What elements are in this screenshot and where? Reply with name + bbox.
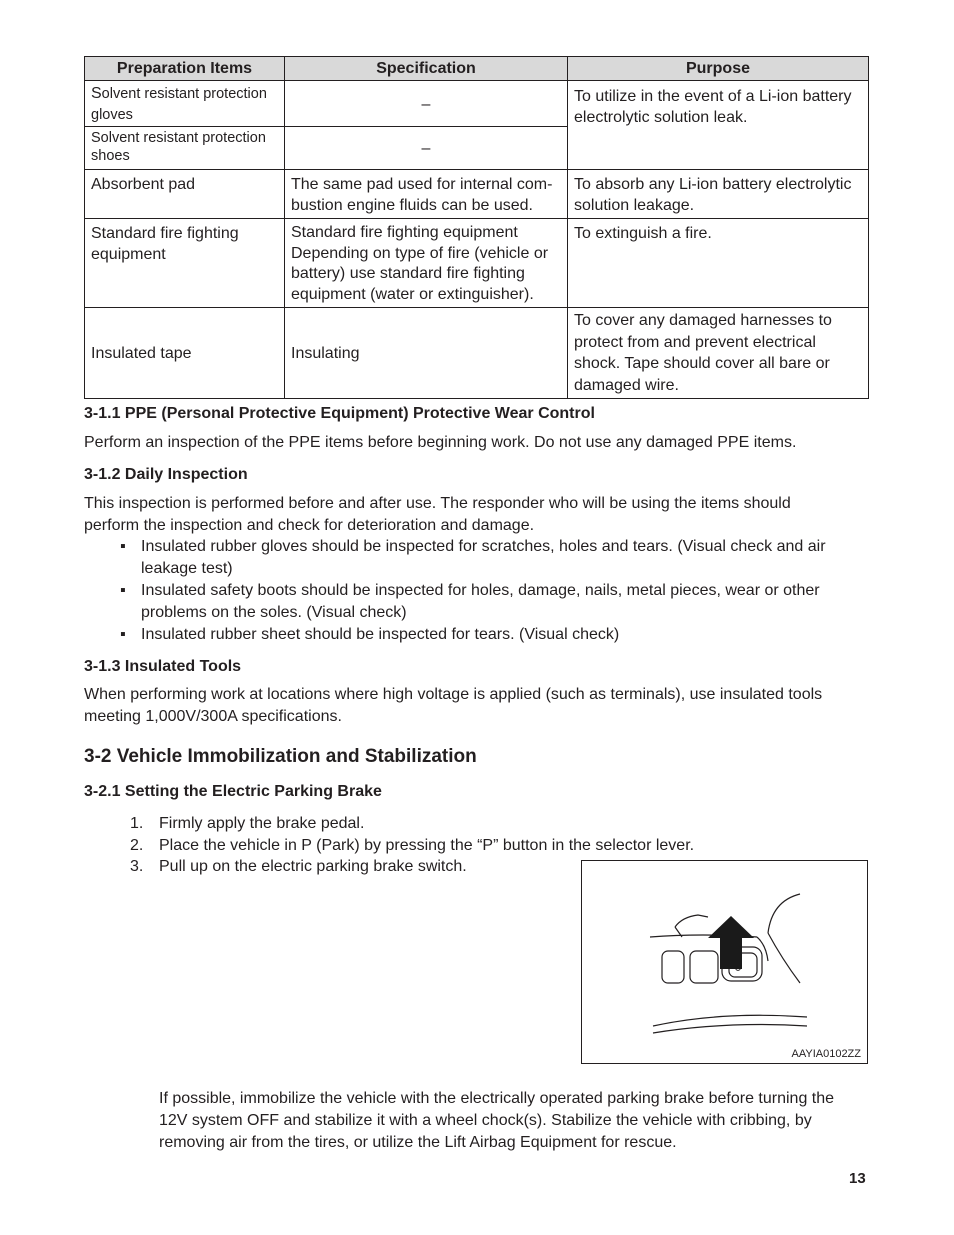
table-row [85, 81, 869, 127]
cell-item: Absorbent pad [85, 170, 285, 219]
list-item: 1. Firmly apply the brake pedal. [130, 815, 365, 832]
cell-purpose: To absorb any Li-ion battery electrolytic solution leakage. [568, 170, 869, 219]
page-number: 13 [849, 1170, 866, 1187]
section-3-2-heading: 3-2 Vehicle Immobilization and Stabilization [84, 746, 477, 767]
cell-spec [285, 219, 568, 308]
bullet-marker: ▪ [120, 538, 126, 555]
section-3-1-2-body: This inspection is performed before and after use. The responder who will be using the items should perform the inspection and check for deterioration and damage. [84, 495, 791, 534]
table-row [85, 219, 869, 308]
section-3-1-1-heading: 3-1.1 PPE (Personal Protective Equipment) Protective Wear Control [84, 405, 595, 422]
list-item: ▪ Insulated rubber sheet should be inspected for tears. (Visual check) [120, 624, 860, 646]
section-3-1-3-body: When performing work at locations where high voltage is applied (such as terminals), use insulated tools meeting 1,000V/300A specifications. [84, 686, 823, 725]
table-header-row [85, 57, 869, 81]
cell-purpose: To extinguish a fire. [568, 219, 869, 308]
cell-spec: Insulating [285, 308, 568, 399]
header-specification: Specification [285, 57, 568, 81]
section-3-1-2-heading: 3-1.2 Daily Inspection [84, 466, 248, 483]
header-purpose: Purpose [568, 57, 869, 81]
figure-caption: AAYIA0102ZZ [791, 1048, 861, 1060]
immobilization-note: If possible, immobilize the vehicle with the electrically operated parking brake before turning the 12V system OFF and stabilize it with a wheel chock(s). Stabilize the vehicle with cribbing, by removing air from the tires, or utilize the Lift Airbag Equipment for rescue. [159, 1090, 835, 1151]
cell-item: Insulated tape [85, 308, 285, 399]
list-item: ▪ Insulated safety boots should be inspected for holes, damage, nails, metal pieces, wear or other problems on the soles. (Visual check) [120, 582, 820, 621]
inspection-bullet-list [120, 536, 860, 646]
parking-brake-switch-illustration [582, 861, 867, 1063]
bullet-marker: ▪ [120, 626, 126, 643]
section-3-1-3-heading: 3-1.3 Insulated Tools [84, 658, 242, 675]
spec-line: Depending on type of fire (vehicle or battery) use standard fire fighting equipment (water or extinguisher). [291, 244, 549, 303]
cell-item: Standard fire fighting equipment [85, 219, 285, 308]
cell-spec: – [285, 81, 568, 127]
table-row [85, 170, 869, 219]
cell-item: Solvent resistant protection shoes [85, 127, 285, 170]
table-row [85, 308, 869, 399]
bullet-marker: ▪ [120, 582, 126, 599]
list-item: ▪ Insulated rubber gloves should be inspected for scratches, holes and tears. (Visual check and air leakage test) [120, 538, 826, 577]
list-item: 3. Pull up on the electric parking brake switch. [130, 858, 467, 875]
cell-spec: The same pad used for internal com-bustion engine fluids can be used. [285, 170, 568, 219]
spec-line: Standard fire fighting equipment [291, 224, 518, 241]
cell-item: Solvent resistant protection gloves [85, 81, 285, 127]
parking-brake-switch-figure [581, 860, 868, 1064]
arrow-up-icon [708, 916, 754, 969]
header-preparation-items: Preparation Items [85, 57, 285, 81]
cell-purpose: To utilize in the event of a Li-ion battery electrolytic solution leak. [568, 81, 869, 170]
preparation-table [84, 56, 869, 399]
section-3-1-1-body: Perform an inspection of the PPE items before beginning work. Do not use any damaged PPE items. [84, 434, 797, 451]
cell-spec: – [285, 127, 568, 170]
list-item: 2. Place the vehicle in P (Park) by pressing the “P” button in the selector lever. [130, 836, 695, 854]
cell-purpose: To cover any damaged harnesses to protect from and prevent electrical shock. Tape should cover all bare or damaged wire. [568, 308, 869, 399]
section-3-2-1-heading: 3-2.1 Setting the Electric Parking Brake [84, 783, 382, 800]
